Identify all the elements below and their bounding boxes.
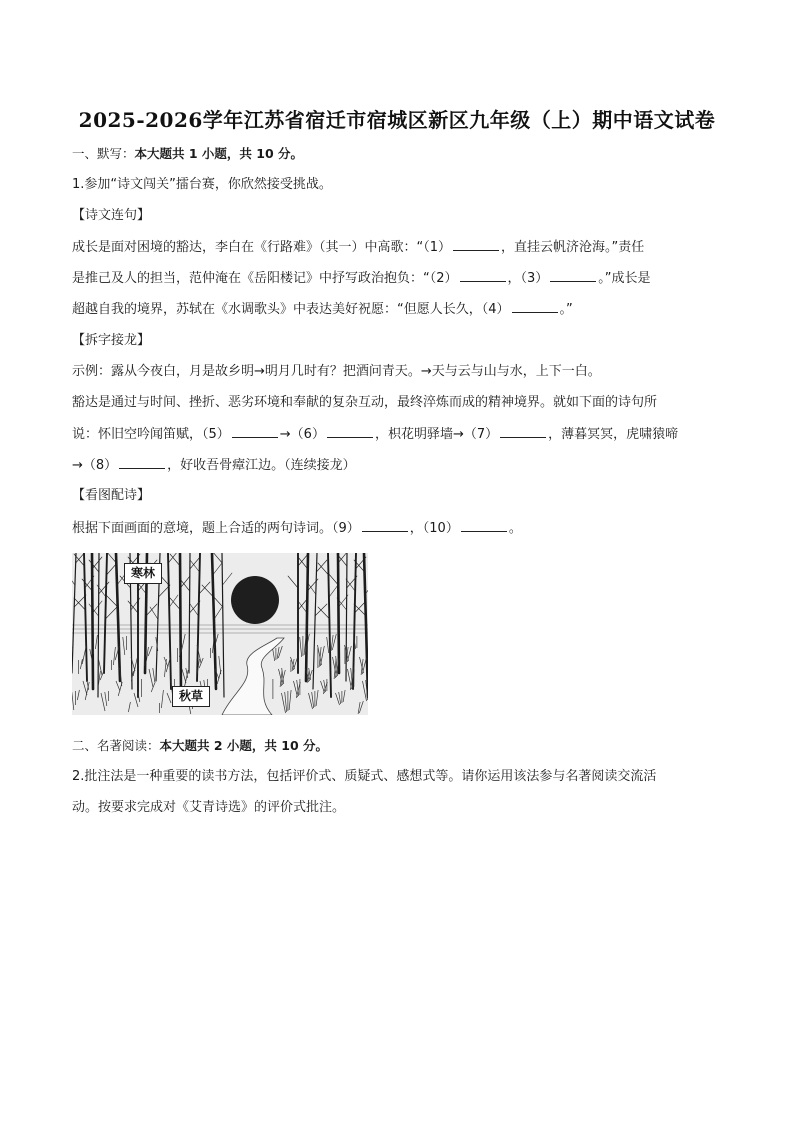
tree-trunk bbox=[338, 553, 339, 673]
blank-8[interactable] bbox=[119, 456, 165, 469]
text-segment: ，枳花明驿墙→（7） bbox=[374, 427, 499, 442]
blank-1[interactable] bbox=[453, 238, 499, 251]
q1-part3-label: 【看图配诗】 bbox=[72, 488, 151, 503]
q1-part2-line1: 豁达是通过与时间、挫折、恶劣环境和奉献的复杂互动，最终淬炼而成的精神境界。就如下面的诗句所 bbox=[72, 395, 658, 410]
text-segment: 说：怀旧空吟闻笛赋，（5） bbox=[72, 427, 230, 442]
forest-illustration bbox=[72, 553, 368, 715]
text-segment: ，直挂云帆济沧海。”责任 bbox=[501, 240, 645, 255]
section2-desc: 本大题共 2 小题，共 10 分。 bbox=[159, 738, 329, 753]
q1-part2-example: 示例：露从今夜白，月是故乡明→明月几时有？把酒问青天。→天与云与山与水，上下一白。 bbox=[72, 364, 601, 379]
blank-7[interactable] bbox=[500, 425, 546, 438]
q1-part2-label: 【拆字接龙】 bbox=[72, 333, 151, 348]
blank-6[interactable] bbox=[327, 425, 373, 438]
blank-10[interactable] bbox=[461, 519, 507, 532]
text-segment: ，（3） bbox=[507, 271, 549, 286]
q1-part1-line2 bbox=[72, 269, 732, 288]
text-segment: 。”成长是 bbox=[598, 271, 651, 286]
text-segment: 根据下面画面的意境，题上合适的两句诗词。（9） bbox=[72, 521, 360, 536]
text-segment: 成长是面对困境的豁达，李白在《行路难》（其一）中高歌：“（1） bbox=[72, 240, 452, 255]
tree-trunk bbox=[180, 553, 181, 697]
exam-title: 2025-2026学年江苏省宿迁市宿城区新区九年级（上）期中语文试卷 bbox=[78, 108, 716, 132]
text-segment: 。” bbox=[559, 302, 573, 317]
text-segment: ，好收吾骨瘴江边。（连续接龙） bbox=[167, 458, 356, 473]
q1-intro: 1.参加“诗文闯关”擂台赛，你欣然接受挑战。 bbox=[72, 177, 332, 192]
blank-5[interactable] bbox=[232, 425, 278, 438]
text-segment: 。 bbox=[508, 521, 522, 536]
label-cold-forest: 寒林 bbox=[124, 563, 162, 584]
q1-part2-line2 bbox=[72, 425, 732, 444]
blank-4[interactable] bbox=[512, 300, 558, 313]
text-segment: →（6） bbox=[279, 427, 325, 442]
text-segment: ，薄暮冥冥，虎啸猿啼 bbox=[548, 427, 679, 442]
tree-trunk bbox=[92, 553, 93, 689]
q1-part3-line bbox=[72, 519, 732, 538]
blank-2[interactable] bbox=[460, 269, 506, 282]
q1-part1-line1 bbox=[72, 238, 732, 257]
section1-header bbox=[72, 145, 732, 163]
section1-heading: 一、默写： bbox=[72, 146, 135, 161]
q1-part1-label: 【诗文连句】 bbox=[72, 208, 151, 223]
section1-desc: 本大题共 1 小题，共 10 分。 bbox=[134, 146, 304, 161]
text-segment: 是推己及人的担当，范仲淹在《岳阳楼记》中抒写政治抱负：“（2） bbox=[72, 271, 458, 286]
label-autumn-grass: 秋草 bbox=[172, 686, 210, 707]
q2-line2: 动。按要求完成对《艾青诗选》的评价式批注。 bbox=[72, 800, 346, 815]
text-segment: →（8） bbox=[72, 458, 118, 473]
blank-3[interactable] bbox=[550, 269, 596, 282]
text-segment: ，（10） bbox=[409, 521, 459, 536]
text-segment: 超越自我的境界，苏轼在《水调歌头》中表达美好祝愿：“但愿人长久，（4） bbox=[72, 302, 510, 317]
forest-drawing bbox=[72, 553, 368, 715]
section2-heading: 二、名著阅读： bbox=[72, 738, 160, 753]
q2-line1: 2.批注法是一种重要的读书方法，包括评价式、质疑式、感想式等。请你运用该法参与名著阅读交流活 bbox=[72, 769, 657, 784]
section2-header bbox=[72, 737, 732, 755]
sun-disc bbox=[231, 576, 279, 624]
blank-9[interactable] bbox=[362, 519, 408, 532]
q1-part2-line3 bbox=[72, 456, 732, 475]
q1-part1-line3 bbox=[72, 300, 732, 319]
